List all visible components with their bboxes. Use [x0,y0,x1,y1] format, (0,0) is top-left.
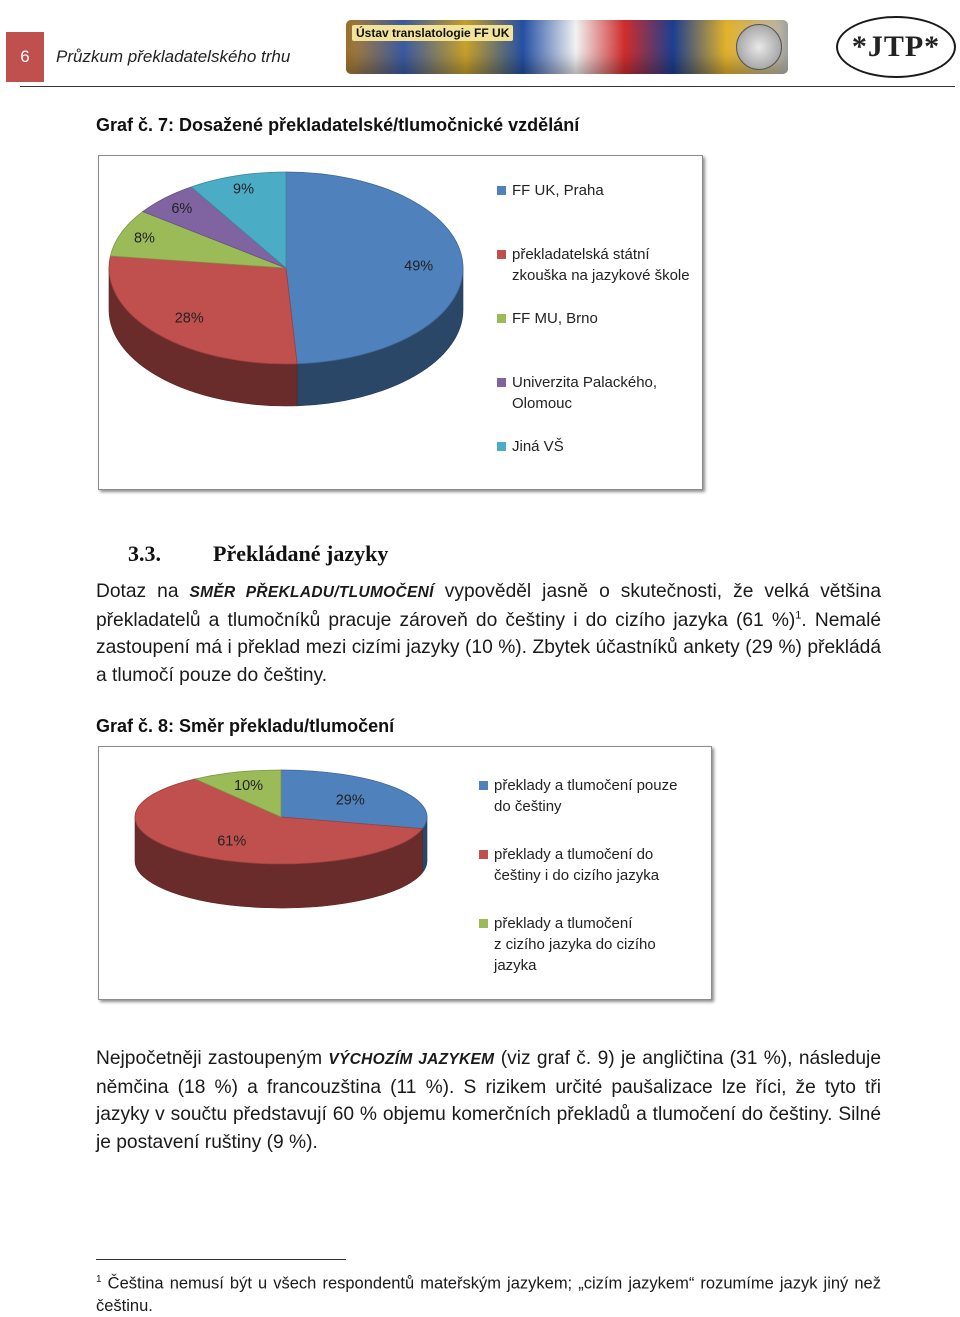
chart-7-data-label: 9% [233,181,255,198]
chart-7-data-label: 28% [174,310,204,327]
para1-text: . Nemalé zastoupení má i překlad mezi cizími jazyky (10 %). Zbytek účastníků ankety (29 %) překládá a tlumočí pouze do češtiny. [96,609,881,686]
section-heading [128,541,388,567]
chart-7-legend-swatch [497,250,506,259]
chart-7-data-label: 6% [171,200,193,217]
para2-keyword: VÝCHOZÍM JAZYKEM [328,1051,495,1068]
chart-7-legend-item [497,244,697,286]
chart-7-legend-label: Univerzita Palackého, Olomouc [512,374,658,412]
chart-7-legend-label: FF MU, Brno [512,310,598,327]
chart-7-data-label: 8% [133,230,155,247]
footnote [96,1269,881,1317]
chart-7-legend-item [497,180,697,201]
footnote-mark: 1 [96,1274,102,1285]
chart-8-legend-swatch [479,781,488,790]
chart-8-legend-label: překlady a tlumočení do češtiny i do cizího jazyka [494,846,660,884]
figure-8-caption: Graf č. 8: Směr překladu/tlumočení [96,716,395,736]
page-number: 6 [6,32,44,82]
para2-text: Nejpočetněji zastoupeným [96,1048,329,1069]
institute-banner [346,20,788,74]
jtp-logo: *JTP* [836,16,956,78]
chart-8-legend-item [479,913,704,976]
footnote-ref[interactable]: 1 [795,609,802,622]
university-seal-icon [736,24,782,70]
chart-8-legend-swatch [479,850,488,859]
chart-8-legend-item [479,844,704,886]
chart-7 [98,155,703,490]
chart-7-data-label: 49% [404,258,434,275]
paragraph-direction [96,578,881,689]
chart-7-legend-label: Jiná VŠ [512,438,564,455]
running-title: Průzkum překladatelského trhu [56,47,291,66]
chart-7-legend-item [497,308,697,329]
para1-text: vypověděl jasně o skutečnosti, že velká většina překladatelů a tlumočníků pracuje zároveň do češtiny i do cizího jazyka (61 %) [96,581,881,631]
footnote-divider [96,1259,346,1260]
paragraph-source-language [96,1045,881,1156]
para1-keyword: SMĚR PŘEKLADU/TLUMOČENÍ [189,584,434,601]
footnote-text: Čeština nemusí být u všech respondentů mateřským jazykem; „cizím jazykem“ rozumíme jazyk jiný než češtinu. [96,1274,881,1315]
chart-8 [98,746,712,1000]
chart-8-data-label: 61% [217,833,247,850]
chart-8-data-label: 29% [335,792,365,809]
chart-7-legend-swatch [497,378,506,387]
chart-8-plot [99,747,469,999]
section-title: Překládané jazyky [213,541,389,566]
para1-text: Dotaz na [96,581,190,602]
chart-7-legend-swatch [497,442,506,451]
header-divider [20,86,955,87]
para2-text: (viz graf č. 9) je angličtina (31 %), následuje němčina (18 %) a francouzština (11 %). S rizikem určité paušalizace lze říci, že tyto tři jazyky v součtu představují 60 % objemu komerčních překladů a tlumočení do češtiny. Silné je postavení ruštiny (9 %). [96,1048,881,1153]
chart-7-legend-label: překladatelská státní zkouška na jazykové škole [512,246,690,284]
chart-8-legend-swatch [479,919,488,928]
chart-7-plot [99,156,479,489]
chart-8-data-label: 10% [234,777,264,794]
chart-7-legend-item [497,436,697,457]
chart-7-legend-item [497,372,697,414]
banner-label: Ústav translatologie FF UK [352,25,513,41]
chart-7-legend-swatch [497,186,506,195]
figure-7-caption: Graf č. 7: Dosažené překladatelské/tlumočnické vzdělání [96,115,580,135]
chart-8-legend-label: překlady a tlumočení z cizího jazyka do cizího jazyka [494,915,656,974]
chart-8-legend-label: překlady a tlumočení pouze do češtiny [494,777,678,815]
section-number: 3.3. [128,541,161,566]
chart-7-legend-swatch [497,314,506,323]
chart-7-legend-label: FF UK, Praha [512,182,604,199]
chart-8-legend-item [479,775,704,817]
